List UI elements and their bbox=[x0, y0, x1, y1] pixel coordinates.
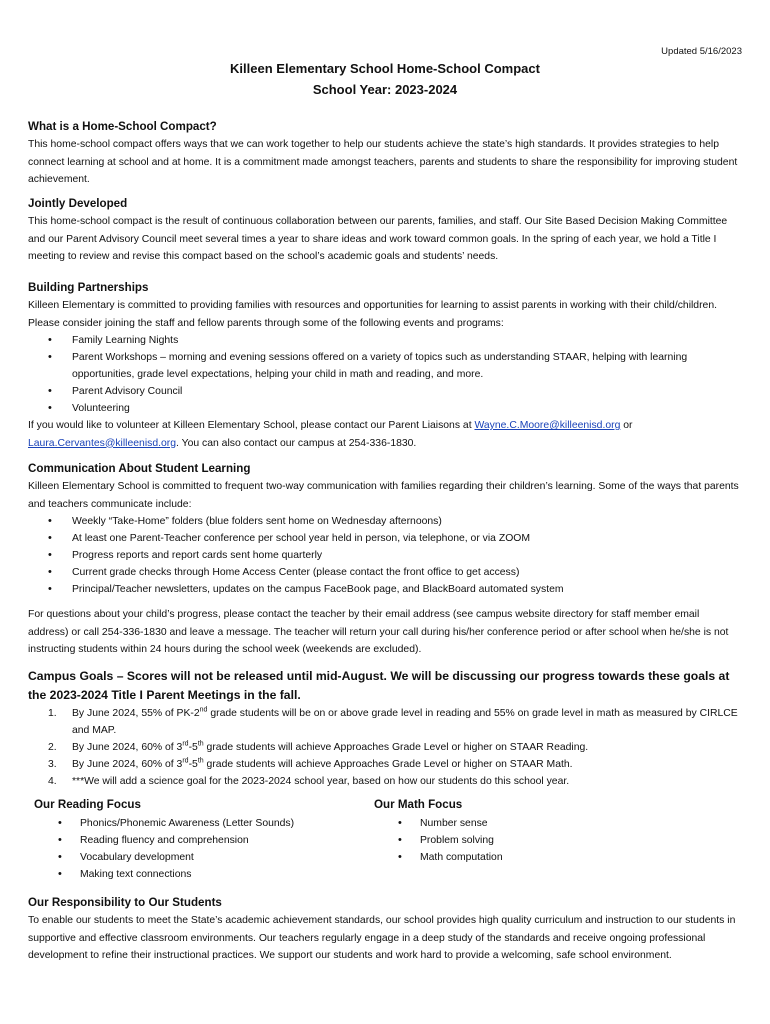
contact-text: or bbox=[620, 420, 633, 431]
section-goals bbox=[28, 667, 742, 790]
goals-list bbox=[28, 705, 742, 790]
heading-jointly: Jointly Developed bbox=[28, 197, 128, 210]
reading-list bbox=[28, 815, 358, 883]
superscript: th bbox=[197, 740, 204, 748]
contact-text: If you would like to volunteer at Killeen Elementary School, please contact our Parent Liaisons at bbox=[28, 420, 475, 431]
list-item: • Current grade checks through Home Access Center (please contact the front office to get access) bbox=[28, 564, 742, 581]
goal-text: By June 2024, 55% of PK-2 bbox=[72, 708, 200, 719]
goal-text: -5 bbox=[188, 759, 198, 770]
goal-number: 1. bbox=[48, 708, 57, 719]
goal-number: 2. bbox=[48, 742, 57, 753]
school-year: School Year: 2023-2024 bbox=[312, 82, 458, 97]
list-item: • Vocabulary development bbox=[28, 849, 358, 866]
goal-text: grade students will be on or above grade level in reading and 55% on grade level in math as measured by CIRLCE and MAP. bbox=[72, 708, 738, 736]
volunteer-contact bbox=[28, 417, 742, 452]
goal-item bbox=[28, 773, 742, 790]
superscript: nd bbox=[199, 706, 208, 714]
goal-item bbox=[28, 739, 742, 756]
list-item: • Weekly “Take-Home” folders (blue folders sent home on Wednesday afternoons) bbox=[28, 513, 742, 530]
heading-reading-focus: Our Reading Focus bbox=[34, 798, 141, 811]
list-item: • Phonics/Phonemic Awareness (Letter Sounds) bbox=[28, 815, 358, 832]
heading-communication: Communication About Student Learning bbox=[28, 462, 251, 475]
list-item: • Math computation bbox=[368, 849, 742, 866]
heading-responsibility: Our Responsibility to Our Students bbox=[28, 896, 222, 909]
document-title: Killeen Elementary School Home-School Compact bbox=[230, 61, 540, 76]
goal-item bbox=[28, 756, 742, 773]
superscript: rd bbox=[182, 740, 189, 748]
responsibility-body: To enable our students to meet the State’s academic achievement standards, our school provides high quality curriculum and instruction to our students in supportive and effective classroom environments. Our teachers regularly engage in a deep study of the standards and receive ongoing professional development to refine their instructional practices. We support our students and work hard to provide a welcoming, safe school environment. bbox=[28, 915, 736, 961]
goal-item bbox=[28, 705, 742, 739]
list-item: • Number sense bbox=[368, 815, 742, 832]
list-item: • Volunteering bbox=[28, 400, 742, 417]
questions-text: For questions about your child’s progress, please contact the teacher by their email address (see campus website directory for staff member email address) or call 254-336-1830 and leave a message. The teacher will return your call during his/her conference period or after school when he/she is not instructing students within 24 hours during the school week (weekends are excluded). bbox=[28, 609, 729, 655]
list-item: • Principal/Teacher newsletters, updates on the campus FaceBook page, and BlackBoard automated system bbox=[28, 581, 742, 598]
list-item: • Parent Workshops – morning and evening sessions offered on a variety of topics such as understanding STAAR, helping with learning opportunities, grade level expectations, helping your child in math and reading, and more. bbox=[28, 349, 742, 383]
goal-text: grade students will achieve Approaches Grade Level or higher on STAAR Math. bbox=[203, 759, 573, 770]
section-math-focus bbox=[368, 797, 742, 866]
section-communication bbox=[28, 461, 742, 659]
superscript: rd bbox=[182, 757, 189, 765]
section-reading-focus bbox=[28, 797, 358, 883]
partnerships-intro: Killeen Elementary is committed to providing families with resources and opportunities for learning to assist parents in working with their child/children. Please consider joining the staff and fellow parents through some of the following events and programs: bbox=[28, 300, 717, 329]
email-link-laura[interactable]: Laura.Cervantes@killeenisd.org bbox=[28, 437, 177, 449]
goal-text: By June 2024, 60% of 3 bbox=[72, 759, 183, 770]
list-item: • Making text connections bbox=[28, 866, 358, 883]
list-item: • At least one Parent-Teacher conference per school year held in person, via telephone, or via ZOOM bbox=[28, 530, 742, 547]
what-body: This home-school compact offers ways that we can work together to help our students achieve the state’s high standards. It provides strategies to help connect learning at school and at home. It is a commitment made amongst teachers, parents and students to share the responsibility for improving student achievement. bbox=[28, 139, 738, 185]
heading-math-focus: Our Math Focus bbox=[374, 798, 463, 811]
goal-text: ***We will add a science goal for the 2023-2024 school year, based on how our students do this school year. bbox=[72, 776, 570, 787]
updated-date: Updated 5/16/2023 bbox=[661, 46, 742, 57]
section-jointly bbox=[28, 196, 742, 266]
section-responsibility bbox=[28, 895, 742, 965]
contact-text: . You can also contact our campus at 254-336-1830. bbox=[176, 437, 417, 449]
math-list bbox=[368, 815, 742, 866]
goal-text: grade students will achieve Approaches Grade Level or higher on STAAR Reading. bbox=[203, 742, 589, 753]
list-item: • Family Learning Nights bbox=[28, 332, 742, 349]
jointly-body: This home-school compact is the result of continuous collaboration between our parents, families, and staff. Our Site Based Decision Making Committee and our Parent Advisory Council meet several times a year to share ideas and work toward common goals. In the spring of each year, we hold a Title I meeting to review and revise this compact based on the school’s academic goals and students’ needs. bbox=[28, 216, 728, 262]
list-item: • Problem solving bbox=[368, 832, 742, 849]
partnerships-list bbox=[28, 332, 742, 417]
communication-list bbox=[28, 513, 742, 598]
superscript: th bbox=[197, 757, 204, 765]
list-item: • Progress reports and report cards sent home quarterly bbox=[28, 547, 742, 564]
goal-number: 4. bbox=[48, 776, 57, 787]
email-link-wayne[interactable]: Wayne.C.Moore@killeenisd.org bbox=[474, 420, 621, 431]
heading-goals: Campus Goals – Scores will not be released until mid-August. We will be discussing our progress towards these goals at the 2023-2024 Title I Parent Meetings in the fall. bbox=[28, 669, 730, 702]
goal-text: By June 2024, 60% of 3 bbox=[72, 742, 183, 753]
heading-partnerships: Building Partnerships bbox=[28, 281, 149, 294]
list-item: • Reading fluency and comprehension bbox=[28, 832, 358, 849]
communication-intro: Killeen Elementary School is committed to frequent two-way communication with families regarding their children’s learning. Some of the ways that parents and teachers communicate include: bbox=[28, 481, 739, 510]
goal-text: -5 bbox=[188, 742, 198, 753]
section-what bbox=[28, 119, 742, 189]
heading-what: What is a Home-School Compact? bbox=[28, 120, 217, 133]
goal-number: 3. bbox=[48, 759, 57, 770]
list-item: • Parent Advisory Council bbox=[28, 383, 742, 400]
section-partnerships bbox=[28, 280, 742, 452]
